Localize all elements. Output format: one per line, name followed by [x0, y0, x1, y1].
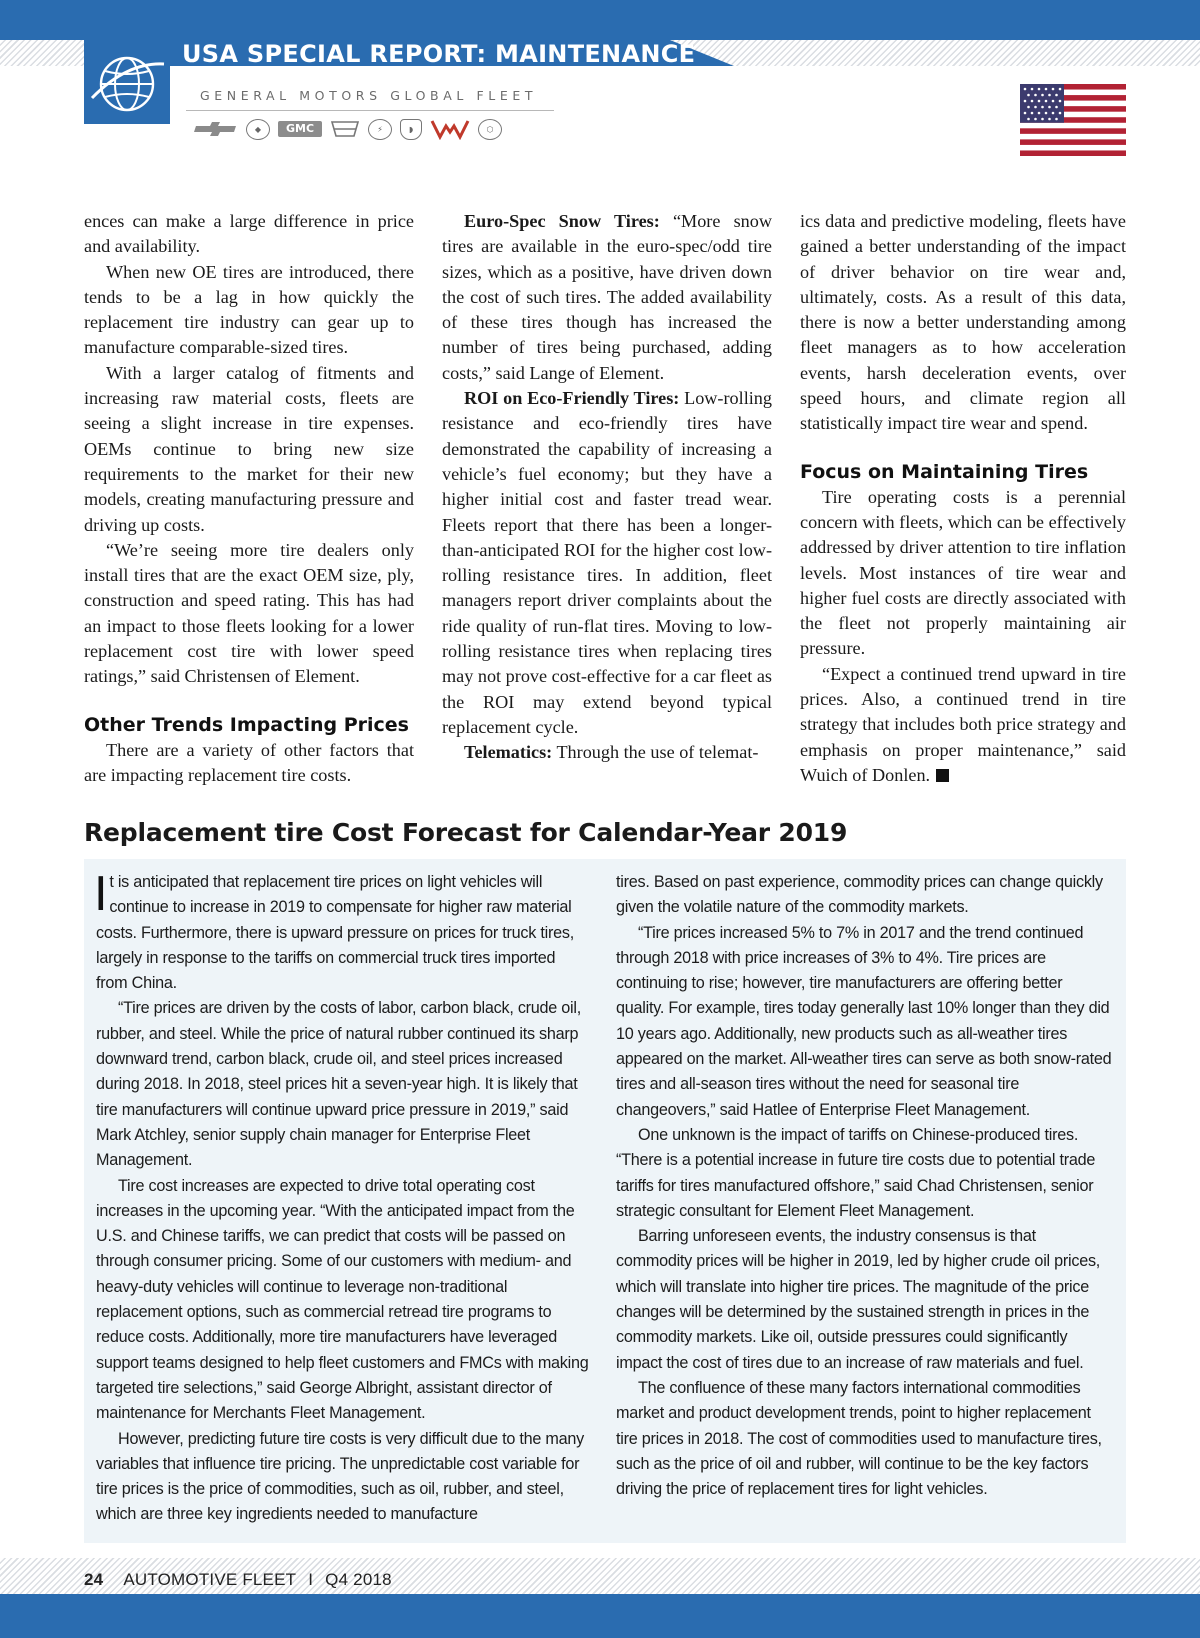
report-title: USA SPECIAL REPORT: MAINTENANCE: [182, 40, 696, 68]
paragraph: tires. Based on past experience, commodity prices can change quickly given the volatile nature of the commodity markets.: [616, 873, 1103, 917]
issue-label: Q4 2018: [325, 1570, 392, 1589]
paragraph: ences can make a large difference in price and availability.: [84, 211, 414, 257]
subheading-focus: Focus on Maintaining Tires: [800, 460, 1089, 483]
paragraph-text: “More snow tires are available in the euro-spec/odd tire sizes, which as a positive, have driven down the cost of such tires. The added availability of these tires though has increased the number of tires being purchased, adding costs,” said Lange of Element.: [442, 211, 772, 383]
section-rule: [186, 110, 554, 111]
wuling-logo-icon: [430, 118, 470, 140]
paragraph: Tire operating costs is a perennial concern with fleets, which can be effectively addressed by driver attention to tire inflation levels. Most instances of tire wear and higher fuel costs are directly associated with the fleet not properly maintaining air pressure.: [800, 486, 1126, 659]
paragraph: One unknown is the impact of tariffs on Chinese-produced tires. “There is a potential increase in future tire costs due to potential trade tariffs for tires manufactured offshore,” said Chad Christensen, senior strategic consultant for Element Fleet Management.: [616, 1125, 1096, 1220]
subheading-other-trends: Other Trends Impacting Prices: [84, 713, 409, 736]
paragraph: Tire cost increases are expected to drive total operating cost increases in the upcoming year. “With the anticipated impact from the U.S. and Chinese tariffs, we can predict that costs will be passed on through consumer pricing. Some of our customers with medium- and heavy-duty vehicles will continue to leverage non-traditional replacement options, such as commercial retread tire programs to reduce costs. Additionally, more tire manufacturers have leveraged support teams designed to help fleet customers and FMCs with making targeted tire selections,” said George Albright, assistant director of maintenance for Merchants Fleet Management.: [96, 1176, 589, 1423]
forecast-title: Replacement tire Cost Forecast for Calendar-Year 2019: [84, 818, 848, 847]
article-column-1: [84, 209, 414, 788]
brand-logo-row: [194, 118, 502, 140]
paragraph: [94, 867, 590, 996]
globe-logo-box: [84, 40, 170, 124]
cadillac-logo-icon: [330, 118, 360, 140]
top-color-band: [0, 0, 1200, 40]
drop-cap: I: [94, 867, 108, 921]
paragraph-text: Low-rolling resistance and eco-friendly tires have demonstrated the capability of increasing a vehicle’s fuel economy; but they have a higher initial cost and faster tread wear. Fleets report that there has been a longer-than-anticipated ROI for the higher cost low-rolling resistance tires. In addition, fleet managers report driver complaints about the ride quality of run-flat tires. Moving to low-rolling resistance tires when replacing tires may not prove cost-effective for a car fleet as the ROI may extend beyond typical replacement cycle.: [442, 388, 772, 737]
paragraph-text: “Expect a continued trend upward in tire prices. Also, a continued trend in tire strategy that includes both price strategy and emphasis on proper maintenance,” said Wuich of Donlen.: [800, 663, 1126, 785]
paragraph: “Tire prices are driven by the costs of labor, carbon black, crude oil, rubber, and steel. While the price of natural rubber continued its sharp downward trend, carbon black, crude oil, and steel prices increased during 2018. In 2018, steel prices hit a seven-year high. It is likely that tire manufacturers will continue upward price pressure in 2019,” said Mark Atchley, senior supply chain manager for Enterprise Fleet Management.: [96, 999, 581, 1170]
paragraph: [442, 209, 772, 386]
paragraph: [442, 386, 772, 740]
section-label: GENERAL MOTORS GLOBAL FLEET: [200, 88, 538, 103]
lead-in-roi: ROI on Eco-Friendly Tires:: [464, 388, 680, 409]
article-column-2: [442, 209, 772, 766]
paragraph: However, predicting future tire costs is very difficult due to the many variables that influence tire pricing. The unpredictable cost variable for tire prices is the price of commodities, such as oil, rubber, and steel, which are three key ingredients needed to manufacture: [96, 1429, 585, 1524]
page-number: 24: [84, 1570, 104, 1589]
paragraph-text: Through the use of telemat-: [552, 742, 759, 763]
paragraph: “Tire prices increased 5% to 7% in 2017 and the trend continued through 2018 with price increases of 3% to 4%. Tire prices are continuing to rise; however, tire manufacturers are offering better quality. For example, tires today generally last 10% longer than they did 10 years ago. Additionally, new products such as all-weather tires appeared on the market. All-weather tires can serve as both snow-rated tires and all-season tires without the need for seasonal tire changeovers,” said Hatlee of Enterprise Fleet Management.: [616, 923, 1112, 1119]
forecast-column-left: [94, 867, 590, 1528]
baojun-logo-icon: ⬡: [478, 119, 502, 140]
holden-logo-icon: ◗: [400, 119, 422, 140]
paragraph-text: t is anticipated that replacement tire prices on light vehicles will continue to increase in 2019 to compensate for higher raw material costs. Furthermore, there is upward pressure on prices for truck tires, largely in response to the tariffs on commercial truck tires imported from China.: [96, 873, 574, 993]
opel-logo-icon: ⚡: [368, 119, 392, 140]
forecast-box: [84, 859, 1126, 1543]
footer-separator: I: [308, 1570, 314, 1589]
forecast-column-right: [616, 870, 1114, 1502]
chevrolet-logo-icon: [194, 118, 238, 140]
paragraph: [800, 662, 1126, 788]
paragraph: There are a variety of other factors that are impacting replacement tire costs.: [84, 739, 414, 785]
paragraph: ics data and predictive modeling, fleets have gained a better understanding of the impact of driver behavior on tire wear and, ultimately, costs. As a result of this data, there is now a better understanding among fleet managers as to how acceleration events, harsh deceleration events, over speed hours, and climate region all statistically impact tire wear and spend.: [800, 211, 1126, 434]
gmc-logo: GMC: [278, 121, 322, 137]
page-footer: [84, 1570, 392, 1590]
paragraph: [442, 740, 772, 765]
paragraph: The confluence of these many factors international commodities market and product development trends, point to higher replacement tire prices in 2018. The cost of commodities used to manufacture tires, such as the price of oil and rubber, will continue to be the key factors driving the price of replacement tires for light vehicles.: [616, 1378, 1102, 1499]
article-column-3: [800, 209, 1126, 788]
lead-in-euro-spec: Euro-Spec Snow Tires:: [464, 211, 660, 231]
paragraph: “We’re seeing more tire dealers only install tires that are the exact OEM size, ply, construction and speed rating. This has had an impact to those fleets looking for a lower replacement cost tire with lower speed ratings,” said Christensen of Element.: [84, 539, 414, 687]
globe-icon: [84, 40, 170, 124]
publication-name: AUTOMOTIVE FLEET: [123, 1570, 297, 1589]
end-mark-icon: [936, 769, 949, 782]
bottom-color-band: [0, 1594, 1200, 1638]
paragraph: With a larger catalog of fitments and increasing raw material costs, fleets are seeing a slight increase in tire expenses. OEMs continue to bring new size requirements to the market for their new models, creating manufacturing pressure and driving up costs.: [84, 362, 414, 535]
lead-in-telematics: Telematics:: [464, 742, 553, 763]
buick-logo-icon: ◆: [246, 119, 270, 140]
paragraph: When new OE tires are introduced, there tends to be a lag in how quickly the replacement tire industry can gear up to manufacture comparable-sized tires.: [84, 261, 414, 358]
us-flag-icon: [1020, 84, 1126, 156]
report-header-band: [170, 40, 734, 66]
paragraph: Barring unforeseen events, the industry consensus is that commodity prices will be higher in 2019, led by higher crude oil prices, which will translate into higher tire prices. The magnitude of the price changes will be determined by the sustained strength in prices in the commodity markets. Like oil, outside pressures could significantly impact the cost of tires due to an increase of raw materials and fuel.: [616, 1227, 1101, 1372]
